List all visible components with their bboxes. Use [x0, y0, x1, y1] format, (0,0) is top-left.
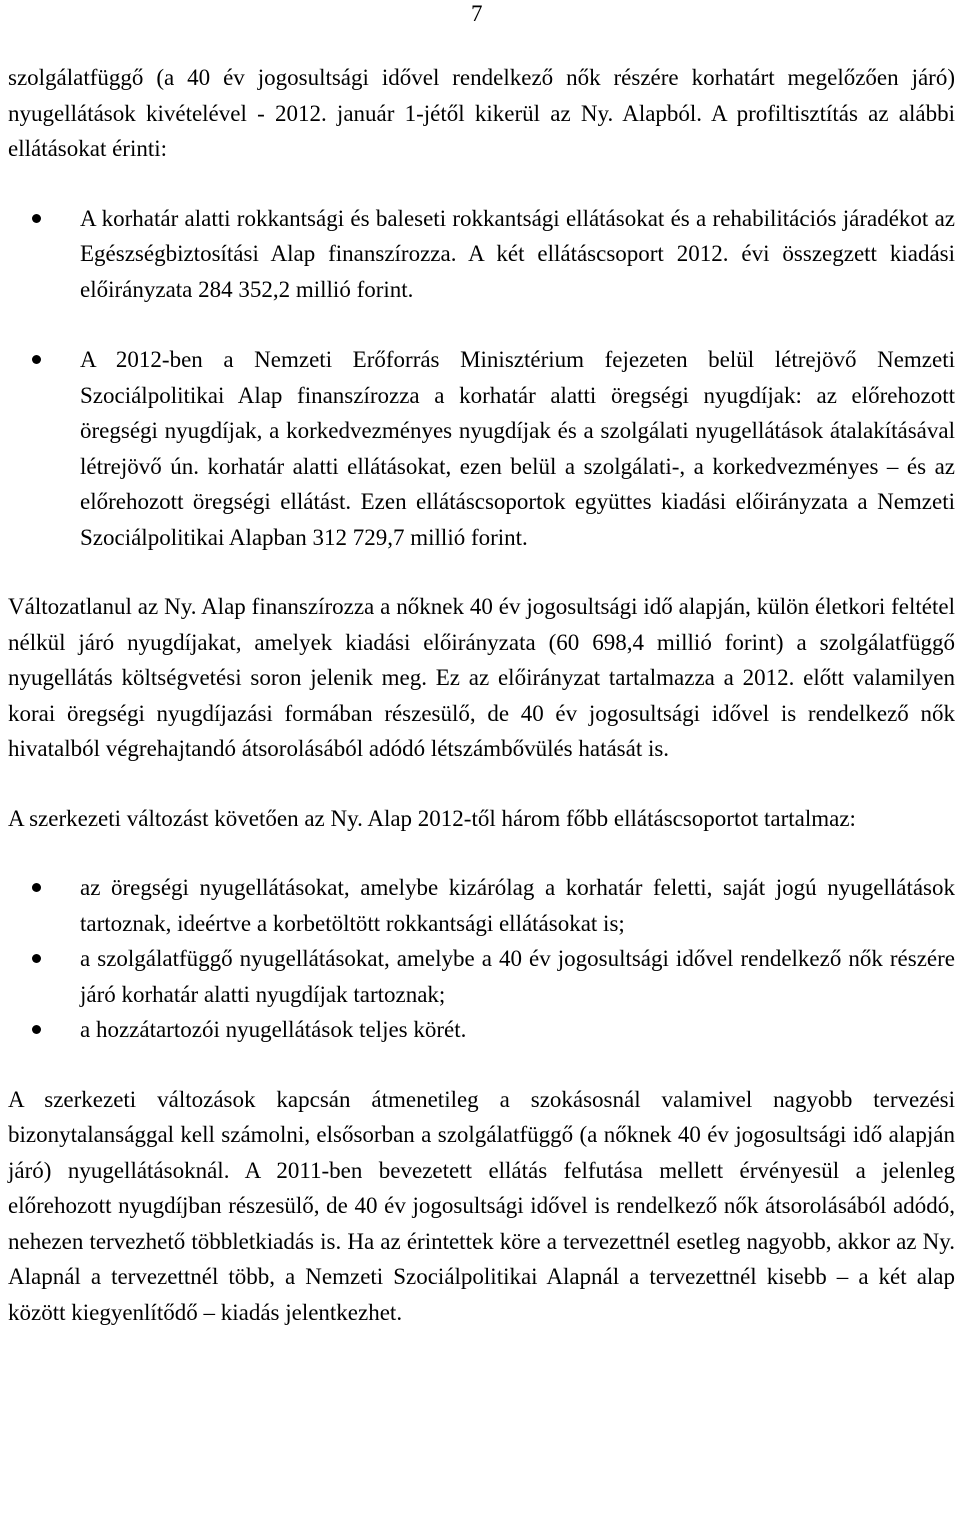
bullet-icon — [32, 1025, 41, 1034]
list-item-text: A 2012-ben a Nemzeti Erőforrás Minisztérium fejezeten belül létrejövő Nemzeti Szociálpolitikai Alap finanszírozza a korhatár alatti öregségi nyugdíjak: az előrehozott öregségi nyugdíjak, a korkedvezményes nyugdíjak és a szolgálati nyugellátások átalakításával létrejövő ún. korhatár alatti ellátásokat, ezen belül a szolgálati-, a korkedvezményes – és az előrehozott öregségi ellátást. Ezen ellátáscsoportok együttes kiadási előirányzata a Nemzeti Szociálpolitikai Alapban 312 729,7 millió forint. — [80, 347, 955, 550]
bullet-icon — [32, 355, 41, 364]
list-item — [8, 870, 955, 941]
intro-paragraph: szolgálatfüggő (a 40 év jogosultsági idővel rendelkező nők részére korhatárt megelőzően járó) nyugellátások kivételével - 2012. január 1-jétől kikerül az Ny. Alapból. A profiltisztítás az alábbi ellátásokat érinti: — [8, 65, 955, 161]
page-number: 7 — [471, 1, 483, 26]
list-item — [8, 201, 955, 308]
list-item-text: a hozzátartozói nyugellátások teljes körét. — [80, 1017, 467, 1042]
unchanged-paragraph: Változatlanul az Ny. Alap finanszírozza a nőknek 40 év jogosultsági idő alapján, külön életkori feltétel nélkül járó nyugdíjakat, amelyek kiadási előirányzata (60 698,4 millió forint) a szolgálatfüggő nyugellátás költségvetési soron jelenik meg. Ez az előirányzat tartalmazza a 2012. előtt valamilyen korai öregségi nyugdíjazási formában részesülő, de 40 év jogosultsági idővel is rendelkező nők hivatalból végrehajtandó átsorolásából adódó létszámbővülés hatását is. — [8, 594, 955, 761]
structure-paragraph: A szerkezeti változást követően az Ny. Alap 2012-től három főbb ellátáscsoportot tartalmaz: — [8, 805, 856, 831]
list-item-text: az öregségi nyugellátásokat, amelybe kizárólag a korhatár feletti, saját jogú nyugellátások tartoznak, ideértve a korbetöltött rokkantsági ellátásokat is; — [80, 875, 955, 936]
final-paragraph: A szerkezeti változások kapcsán átmenetileg a szokásosnál valamivel nagyobb tervezési bizonytalansággal kell számolni, elsősorban a szolgálatfüggő (a nőknek 40 év jogosultsági idő alapján járó) nyugellátásoknál. A 2011-ben bevezetett ellátás felfutása mellett érvényesül a jelenleg előrehozott nyugdíjban részesülő, de 40 év jogosultsági idővel is rendelkező nők átsorolásából adódó, nehezen tervezhető többletkiadás is. Ha az érintettek köre a tervezettnél esetleg nagyobb, akkor az Ny. Alapnál a tervezettnél több, a Nemzeti Szociálpolitikai Alapnál a tervezettnél kisebb – a két alap között kiegyenlítődő – kiadás jelentkezhet. — [8, 1086, 955, 1325]
list-item — [8, 1012, 955, 1048]
list-item — [8, 941, 955, 1012]
bullet-icon — [32, 883, 41, 892]
bullet-icon — [32, 214, 41, 223]
list-item — [8, 342, 955, 555]
document-body — [8, 60, 955, 1330]
list-item-text: A korhatár alatti rokkantsági és baleseti rokkantsági ellátásokat és a rehabilitációs járadékot az Egészségbiztosítási Alap finanszírozza. A két ellátáscsoport 2012. évi összegzett kiadási előirányzata 284 352,2 millió forint. — [80, 205, 955, 302]
bullet-icon — [32, 954, 41, 963]
profile-cleanup-list — [8, 201, 955, 556]
main-groups-list — [8, 870, 955, 1048]
list-item-text: a szolgálatfüggő nyugellátásokat, amelybe a 40 év jogosultsági idővel rendelkező nők részére járó korhatár alatti nyugdíjak tartoznak; — [80, 946, 955, 1007]
